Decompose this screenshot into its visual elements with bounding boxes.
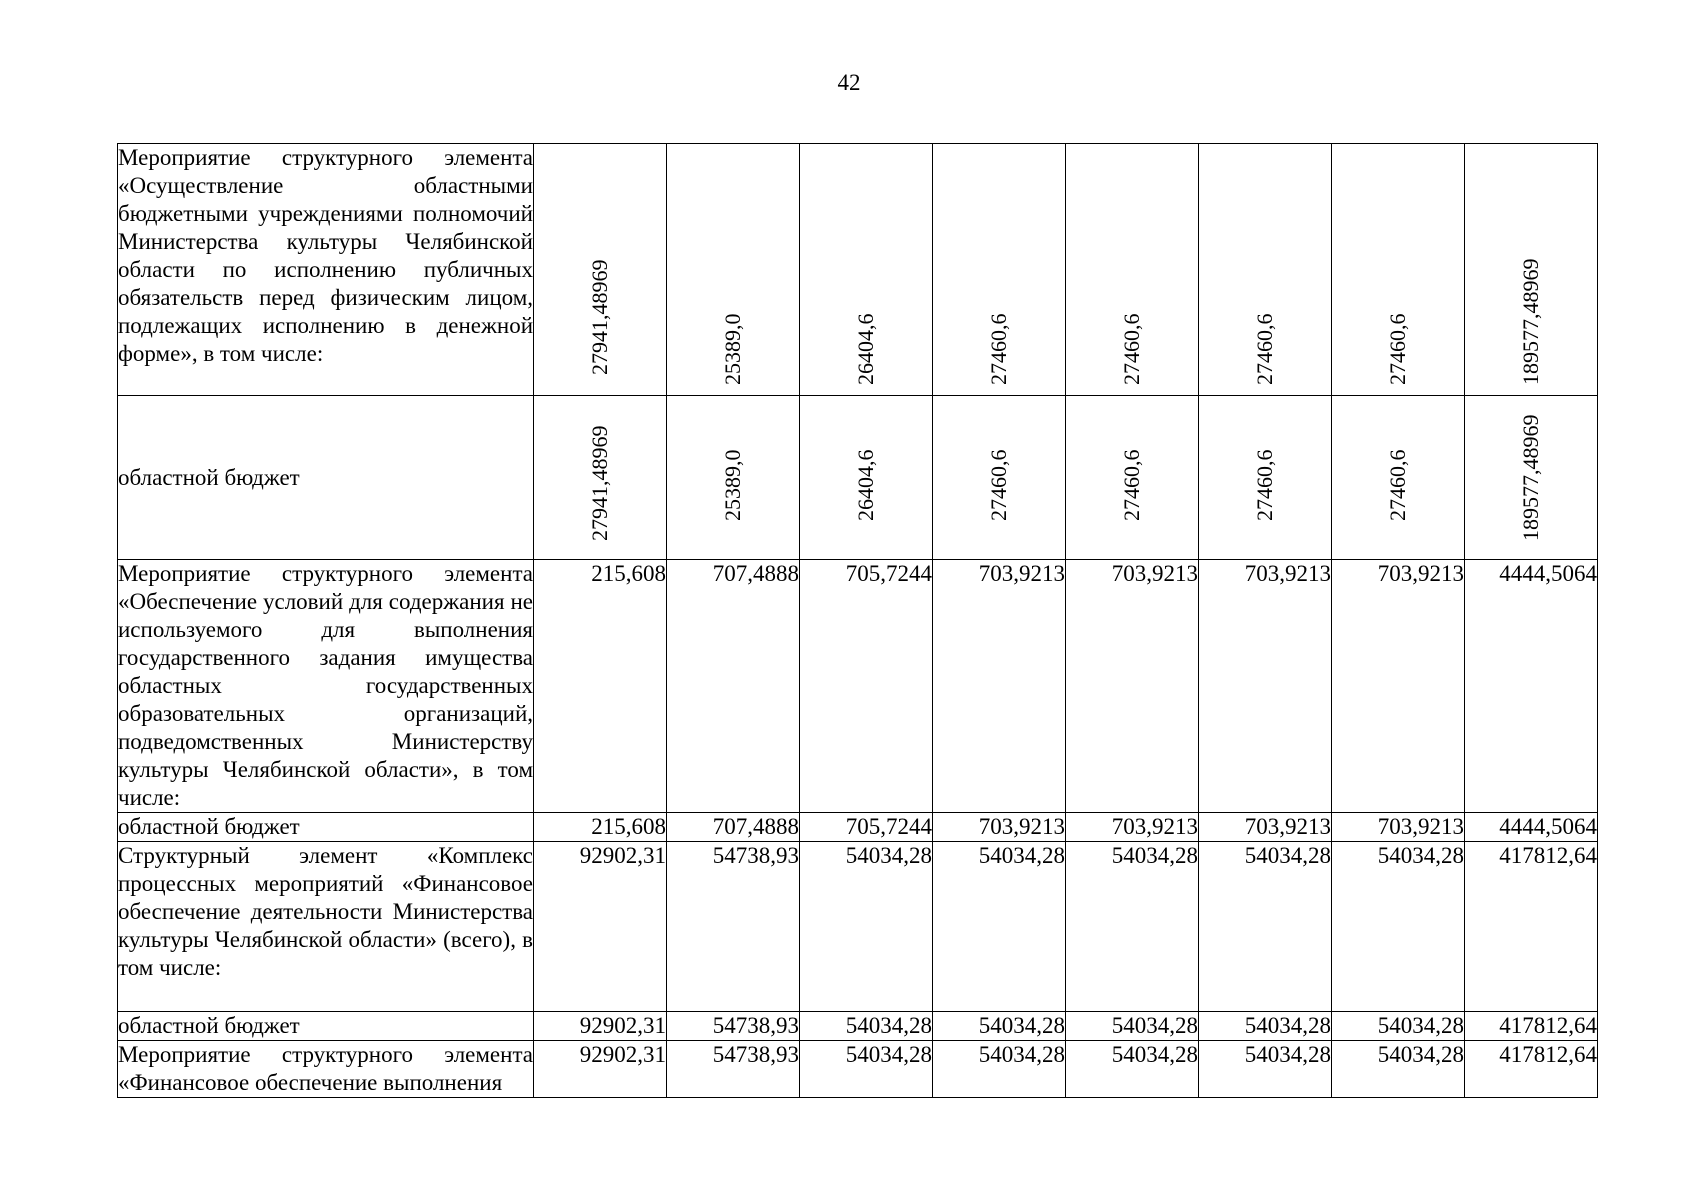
table-cell: 54034,28 (933, 1012, 1066, 1041)
cell-value: 27941,48969 (587, 425, 612, 541)
table-cell: 54034,28 (1332, 1012, 1465, 1041)
cell-value: 27460,6 (986, 449, 1011, 521)
table-row (118, 1041, 1598, 1098)
table-cell: 54034,28 (1332, 842, 1465, 1012)
cell-value: 27460,6 (1385, 449, 1410, 521)
table-row (118, 144, 1598, 396)
table-cell (933, 144, 1066, 396)
table-cell (1199, 396, 1332, 560)
cell-value: 27941,48969 (587, 259, 612, 375)
table-cell: 417812,64 (1465, 842, 1598, 1012)
table-cell: 54034,28 (1066, 1012, 1199, 1041)
page-number: 42 (837, 70, 861, 95)
table-cell: 54034,28 (800, 1041, 933, 1098)
table-cell: 705,7244 (800, 813, 933, 842)
cell-value: 189577,48969 (1518, 414, 1543, 541)
table-cell: 703,9213 (1199, 813, 1332, 842)
table-cell (1066, 396, 1199, 560)
table-cell: 703,9213 (1199, 560, 1332, 813)
table-cell: 703,9213 (933, 560, 1066, 813)
table-cell: 54738,93 (667, 842, 800, 1012)
table-cell: 92902,31 (534, 842, 667, 1012)
table-row (118, 1012, 1598, 1041)
table-cell: 92902,31 (534, 1041, 667, 1098)
table-cell (933, 396, 1066, 560)
table-cell: 54034,28 (1066, 1041, 1199, 1098)
table-cell (1066, 144, 1199, 396)
table-cell: 54738,93 (667, 1041, 800, 1098)
table-cell (667, 144, 800, 396)
table-cell: 54034,28 (1199, 1041, 1332, 1098)
table-row (118, 396, 1598, 560)
table-cell: 703,9213 (1332, 813, 1465, 842)
cell-value: 27460,6 (1385, 313, 1410, 385)
table-cell (800, 396, 933, 560)
table-cell: 703,9213 (1332, 560, 1465, 813)
table-cell: 703,9213 (1066, 560, 1199, 813)
table-cell: 703,9213 (1066, 813, 1199, 842)
cell-value: 27460,6 (1252, 313, 1277, 385)
table-cell: 4444,5064 (1465, 560, 1598, 813)
cell-value: 27460,6 (986, 313, 1011, 385)
table-cell (534, 144, 667, 396)
cell-value: 26404,6 (853, 313, 878, 385)
table-cell: 54034,28 (1199, 1012, 1332, 1041)
table-cell (1199, 144, 1332, 396)
row-label: Мероприятие структурного элемента «Осуществление областными бюджетными учреждениями полномочий Министерства культуры Челябинской области по исполнению публичных обязательств перед физическим лицом, подлежащих исполнению в денежной форме», в том числе: (118, 144, 534, 396)
table-cell: 215,608 (534, 813, 667, 842)
table-cell: 54738,93 (667, 1012, 800, 1041)
table-row (118, 842, 1598, 1012)
table-cell: 54034,28 (933, 1041, 1066, 1098)
table-cell: 707,4888 (667, 813, 800, 842)
cell-value: 27460,6 (1252, 449, 1277, 521)
table-cell: 707,4888 (667, 560, 800, 813)
table-cell (534, 396, 667, 560)
cell-value: 25389,0 (720, 449, 745, 521)
row-label: областной бюджет (118, 813, 534, 842)
table-cell: 215,608 (534, 560, 667, 813)
table-cell: 54034,28 (800, 842, 933, 1012)
budget-table (117, 143, 1598, 1098)
table-cell (1332, 396, 1465, 560)
table-cell: 54034,28 (1332, 1041, 1465, 1098)
table-cell (667, 396, 800, 560)
cell-value: 27460,6 (1119, 313, 1144, 385)
table-cell: 703,9213 (933, 813, 1066, 842)
table-cell (800, 144, 933, 396)
row-label: областной бюджет (118, 1012, 534, 1041)
table-cell: 54034,28 (1066, 842, 1199, 1012)
table-cell: 705,7244 (800, 560, 933, 813)
table-cell: 4444,5064 (1465, 813, 1598, 842)
row-label: Структурный элемент «Комплекс процессных мероприятий «Финансовое обеспечение деятельности Министерства культуры Челябинской области» (всего), в том числе: (118, 842, 534, 1012)
table-cell: 54034,28 (933, 842, 1066, 1012)
cell-value: 189577,48969 (1518, 258, 1543, 385)
table-cell: 54034,28 (1199, 842, 1332, 1012)
table-cell (1332, 144, 1465, 396)
table-cell (1465, 396, 1598, 560)
row-label: Мероприятие структурного элемента «Финансовое обеспечение выполнения (118, 1041, 534, 1098)
cell-value: 25389,0 (720, 313, 745, 385)
table-cell: 54034,28 (800, 1012, 933, 1041)
table-cell (1465, 144, 1598, 396)
table-row (118, 560, 1598, 813)
table-cell: 417812,64 (1465, 1012, 1598, 1041)
row-label: областной бюджет (118, 396, 534, 560)
cell-value: 26404,6 (853, 449, 878, 521)
table-row (118, 813, 1598, 842)
row-label: Мероприятие структурного элемента «Обеспечение условий для содержания не используемого для выполнения государственного задания имущества областных государственных образовательных организаций, подведомственных Министерству культуры Челябинской области», в том числе: (118, 560, 534, 813)
table-cell: 417812,64 (1465, 1041, 1598, 1098)
cell-value: 27460,6 (1119, 449, 1144, 521)
table-cell: 92902,31 (534, 1012, 667, 1041)
